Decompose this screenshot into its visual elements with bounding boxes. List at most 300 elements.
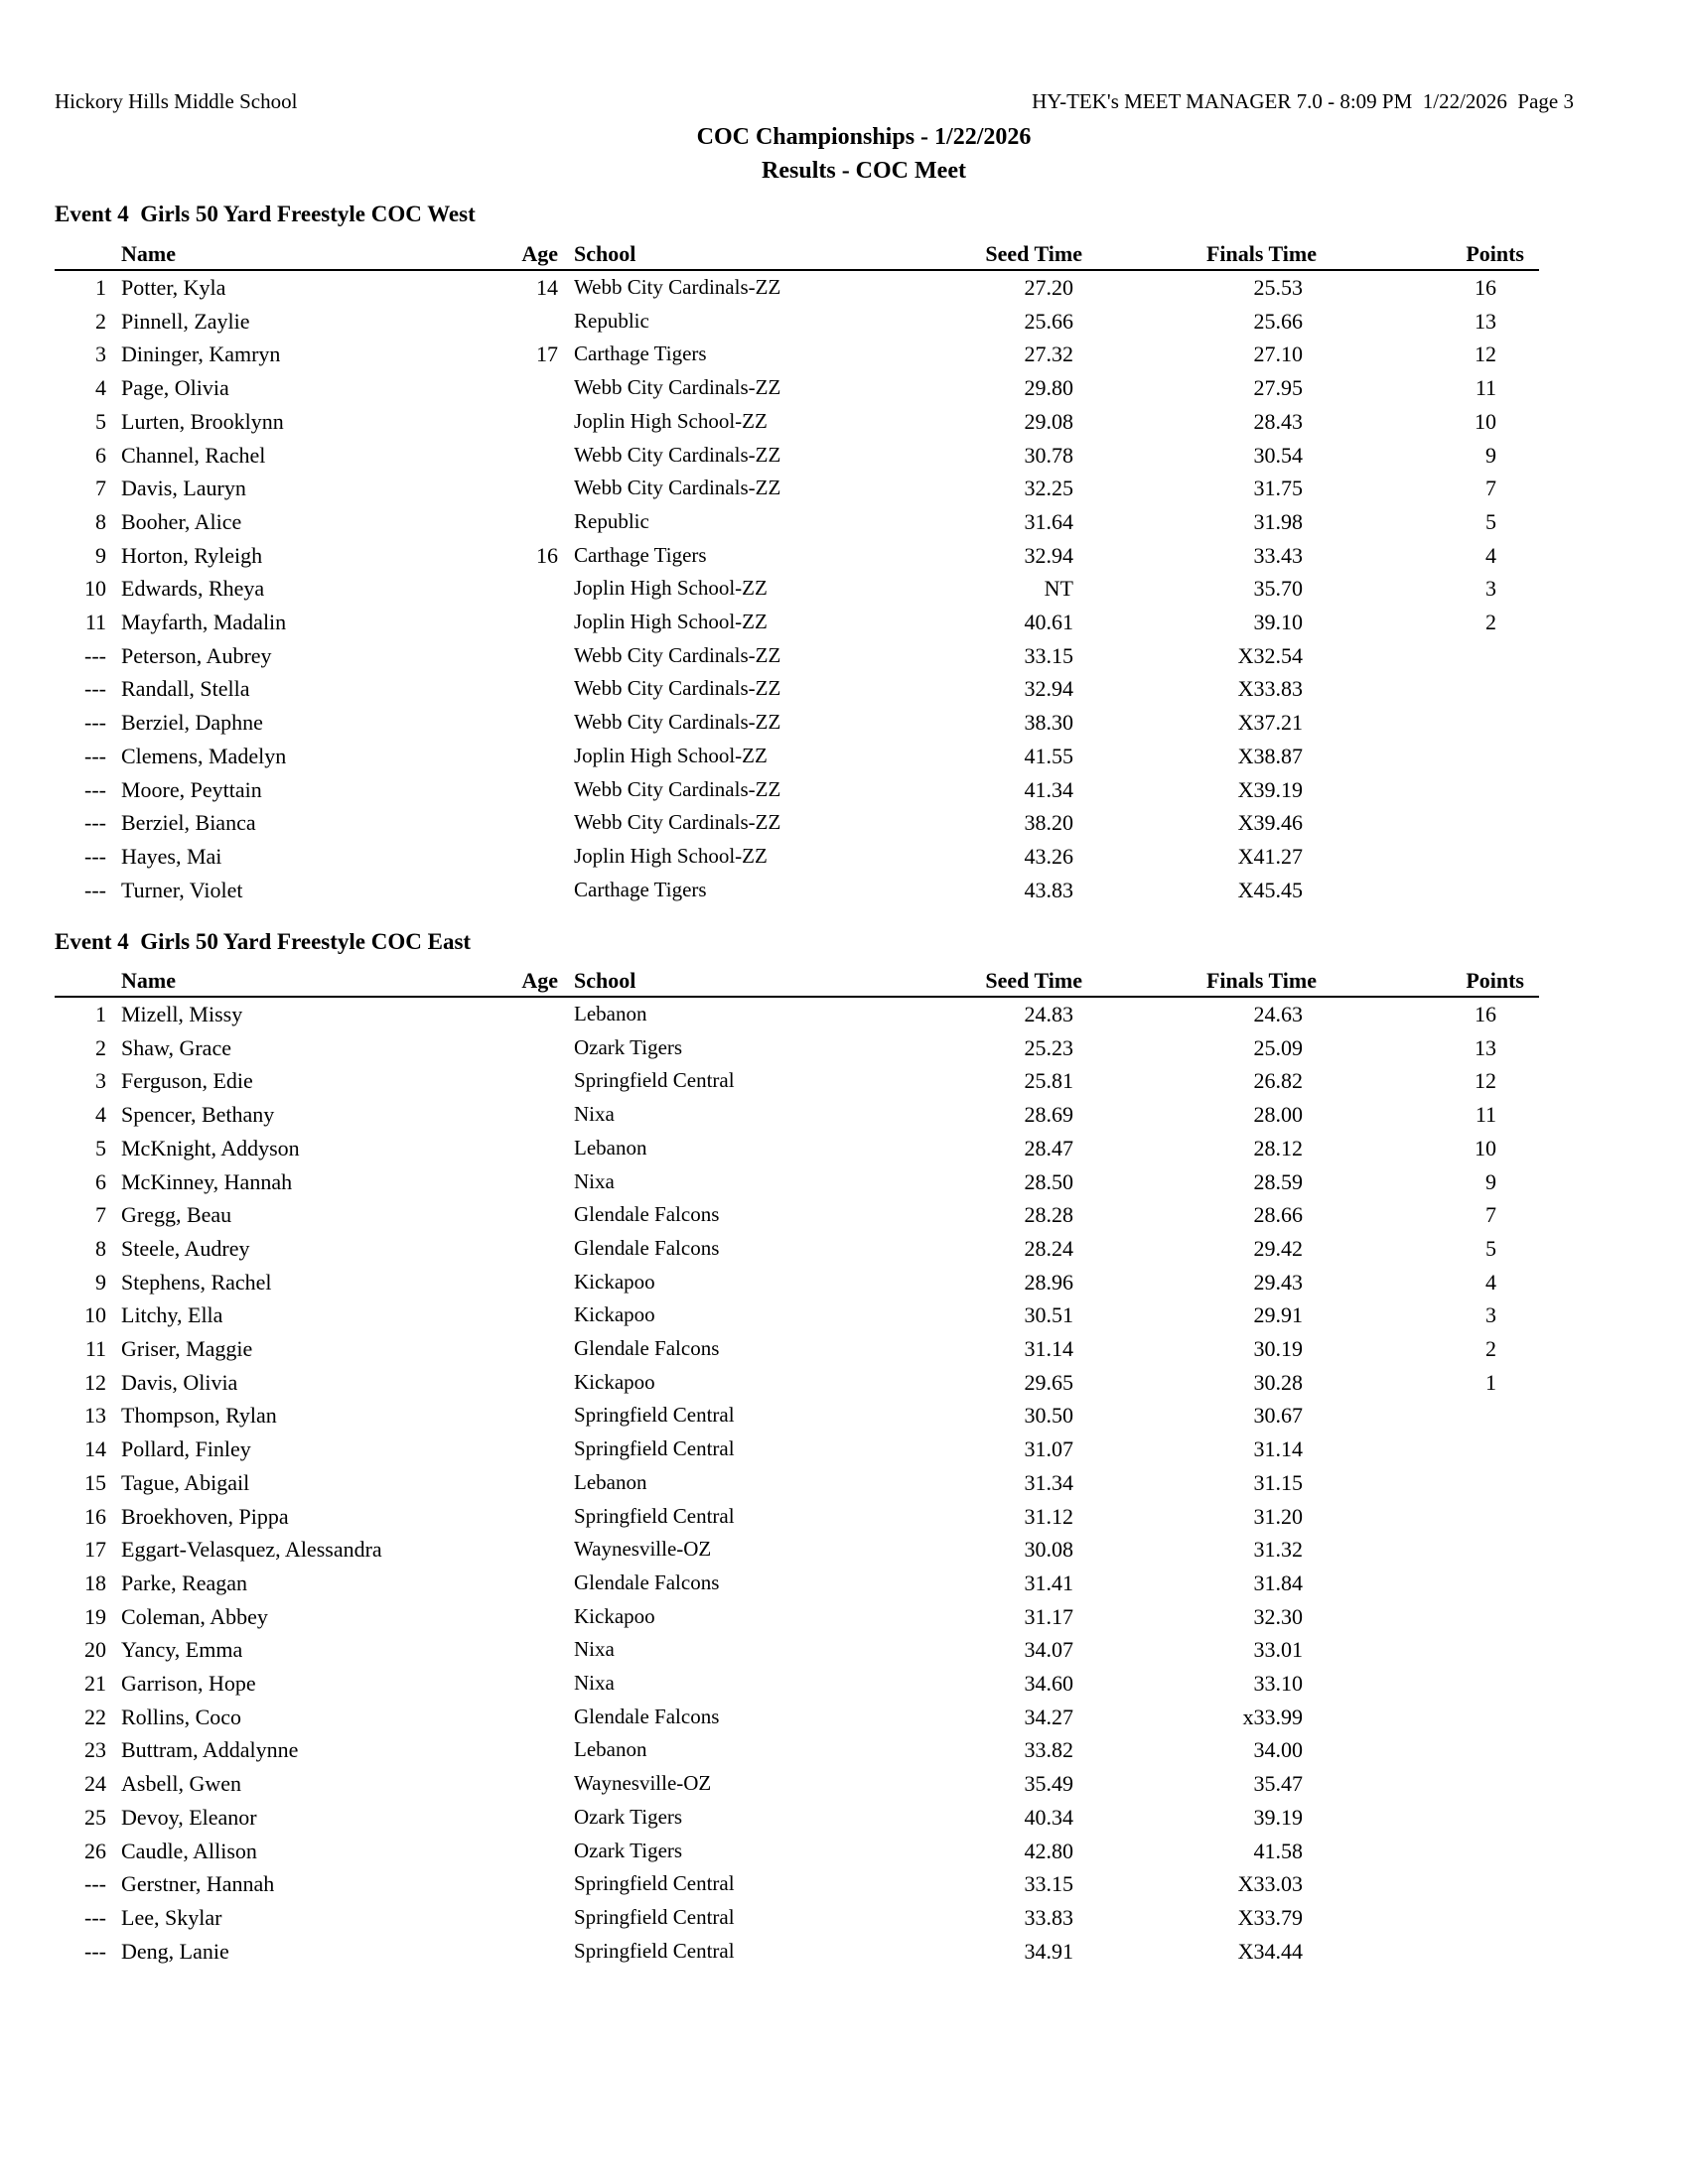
finals-time-cell: 27.10 (1253, 341, 1303, 367)
result-row (55, 405, 1539, 439)
place-cell: 10 (84, 576, 106, 602)
finals-time-cell: x33.99 (1242, 1704, 1303, 1729)
age-cell (508, 405, 558, 439)
points-cell: 3 (1485, 1302, 1496, 1328)
age-cell (508, 672, 558, 706)
result-row (55, 1165, 1539, 1199)
school-cell: Nixa (574, 1168, 615, 1193)
result-row (55, 1132, 1539, 1165)
school-cell: Joplin High School-ZZ (574, 843, 768, 868)
points-cell (1317, 1466, 1539, 1500)
meet-subtitle: Results - COC Meet (762, 158, 966, 184)
finals-time-cell: 41.58 (1253, 1838, 1303, 1863)
place-cell: 8 (95, 1235, 106, 1261)
place-cell: 11 (84, 610, 106, 635)
place-cell: 6 (95, 442, 106, 468)
swimmer-name: Dininger, Kamryn (121, 341, 281, 367)
school-cell: Webb City Cardinals-ZZ (574, 676, 781, 701)
swimmer-name: Lurten, Brooklynn (121, 408, 284, 434)
points-cell: 2 (1485, 610, 1496, 635)
result-row (55, 270, 1539, 305)
points-cell (1317, 1701, 1539, 1734)
result-row (55, 439, 1539, 473)
place-cell: --- (84, 877, 106, 902)
age-cell (508, 1801, 558, 1835)
result-row (55, 997, 1539, 1031)
swimmer-name: McKinney, Hannah (121, 1168, 293, 1194)
age-cell (508, 1901, 558, 1935)
seed-time-cell: 25.23 (1024, 1034, 1073, 1060)
points-cell (1317, 1533, 1539, 1567)
seed-time-cell: 33.15 (1024, 1871, 1073, 1897)
age-cell (508, 1835, 558, 1868)
school-cell: Webb City Cardinals-ZZ (574, 476, 781, 500)
place-cell: 20 (84, 1637, 106, 1663)
swimmer-name: Horton, Ryleigh (121, 542, 263, 568)
place-cell: 11 (84, 1336, 106, 1362)
seed-time-cell: 30.50 (1024, 1403, 1073, 1429)
finals-time-cell: 28.66 (1253, 1202, 1303, 1228)
points-cell (1317, 806, 1539, 840)
swimmer-name: Rollins, Coco (121, 1704, 242, 1729)
school-cell: Lebanon (574, 1737, 647, 1762)
place-cell: 1 (95, 1002, 106, 1026)
swimmer-name: Griser, Maggie (121, 1336, 253, 1362)
place-cell: --- (84, 1938, 106, 1964)
age-cell (508, 1098, 558, 1132)
swimmer-name: Asbell, Gwen (121, 1771, 241, 1797)
result-row (55, 1935, 1539, 1969)
place-cell: --- (84, 710, 106, 736)
place-cell: 17 (84, 1537, 106, 1563)
points-cell (1317, 1399, 1539, 1433)
swimmer-name: Parke, Reagan (121, 1570, 248, 1595)
age-cell: 17 (536, 341, 558, 367)
school-cell: Webb City Cardinals-ZZ (574, 776, 781, 801)
swimmer-name: Coleman, Abbey (121, 1603, 268, 1629)
seed-time-cell: 31.17 (1024, 1603, 1073, 1629)
finals-time-cell: 33.10 (1253, 1671, 1303, 1697)
swimmer-name: Thompson, Rylan (121, 1403, 277, 1429)
swimmer-name: Pinnell, Zaylie (121, 308, 250, 334)
seed-time-cell: 33.83 (1024, 1904, 1073, 1930)
age-cell (508, 1433, 558, 1466)
result-row (55, 1198, 1539, 1232)
points-cell: 16 (1475, 1002, 1496, 1026)
seed-time-cell: 28.69 (1024, 1102, 1073, 1128)
finals-time-cell: 28.12 (1253, 1135, 1303, 1160)
school-cell: Nixa (574, 1637, 615, 1662)
age-cell (508, 1298, 558, 1332)
place-cell: 25 (84, 1804, 106, 1830)
result-row (55, 1533, 1539, 1567)
results-table-east (55, 965, 1539, 1968)
place-cell: 4 (95, 1102, 106, 1128)
school-cell: Glendale Falcons (574, 1202, 720, 1227)
age-cell (508, 1266, 558, 1299)
swimmer-name: Shaw, Grace (121, 1034, 231, 1060)
points-cell: 7 (1485, 476, 1496, 501)
seed-time-cell: 43.26 (1024, 843, 1073, 869)
school-column-header: School (558, 238, 928, 270)
swimmer-name: Peterson, Aubrey (121, 642, 272, 668)
finals-time-cell: X33.79 (1237, 1904, 1303, 1930)
swimmer-name: Lee, Skylar (121, 1904, 222, 1930)
finals-time-cell: 29.91 (1253, 1302, 1303, 1328)
seed-time-cell: 25.81 (1024, 1068, 1073, 1094)
result-row (55, 1266, 1539, 1299)
points-cell (1317, 1867, 1539, 1901)
age-cell (508, 740, 558, 773)
school-cell: Springfield Central (574, 1503, 735, 1528)
result-row (55, 1433, 1539, 1466)
finals-time-cell: 32.30 (1253, 1603, 1303, 1629)
points-cell: 16 (1475, 275, 1496, 300)
finals-time-cell: 39.10 (1253, 610, 1303, 635)
points-cell (1317, 1667, 1539, 1701)
seed-time-cell: 27.32 (1024, 341, 1073, 367)
school-cell: Webb City Cardinals-ZZ (574, 710, 781, 735)
swimmer-name: Buttram, Addalynne (121, 1737, 299, 1763)
seed-time-cell: 33.82 (1024, 1737, 1073, 1763)
result-row (55, 305, 1539, 339)
swimmer-name: Eggart-Velasquez, Alessandra (121, 1537, 382, 1563)
swimmer-name: Davis, Olivia (121, 1369, 238, 1395)
result-row (55, 1667, 1539, 1701)
school-cell: Joplin High School-ZZ (574, 610, 768, 634)
points-column-header: Points (1317, 965, 1539, 997)
points-cell (1317, 1500, 1539, 1534)
place-cell: 6 (95, 1168, 106, 1194)
result-row (55, 1567, 1539, 1600)
finals-time-cell: 28.43 (1253, 408, 1303, 434)
swimmer-name: Randall, Stella (121, 676, 250, 702)
points-cell (1317, 706, 1539, 740)
finals-time-cell: 30.54 (1253, 442, 1303, 468)
age-cell (508, 1232, 558, 1266)
seed-time-cell: 38.30 (1024, 710, 1073, 736)
place-cell: 23 (84, 1737, 106, 1763)
finals-time-cell: 29.42 (1253, 1235, 1303, 1261)
result-row (55, 1733, 1539, 1767)
results-table-west (55, 238, 1539, 906)
age-cell (508, 1031, 558, 1065)
place-cell: --- (84, 676, 106, 702)
points-cell (1317, 672, 1539, 706)
swimmer-name: McKnight, Addyson (121, 1135, 300, 1160)
swimmer-name: Tague, Abigail (121, 1469, 250, 1495)
points-cell (1317, 639, 1539, 673)
place-cell: --- (84, 843, 106, 869)
seed-time-cell: NT (1044, 576, 1073, 602)
age-cell (508, 1767, 558, 1801)
place-cell: 8 (95, 508, 106, 534)
points-cell (1317, 1433, 1539, 1466)
age-cell: 16 (536, 542, 558, 568)
seed-time-column-header: Seed Time (928, 965, 1082, 997)
finals-time-cell: 28.59 (1253, 1168, 1303, 1194)
age-cell (508, 1064, 558, 1098)
column-header-row (55, 238, 1539, 270)
age-cell (508, 472, 558, 505)
finals-time-column-header: Finals Time (1082, 238, 1317, 270)
age-cell (508, 572, 558, 606)
page-header (55, 87, 1574, 115)
finals-time-cell: 25.66 (1253, 308, 1303, 334)
age-cell (508, 1600, 558, 1634)
result-row (55, 606, 1539, 639)
name-column-header: Name (106, 238, 508, 270)
seed-time-cell: 34.27 (1024, 1704, 1073, 1729)
result-row (55, 338, 1539, 371)
swimmer-name: Stephens, Rachel (121, 1269, 272, 1295)
place-cell: 24 (84, 1771, 106, 1797)
seed-time-cell: 28.50 (1024, 1168, 1073, 1194)
points-cell: 12 (1475, 1068, 1496, 1094)
seed-time-cell: 27.20 (1024, 275, 1073, 300)
result-row (55, 1867, 1539, 1901)
school-cell: Republic (574, 508, 649, 533)
seed-time-cell: 30.78 (1024, 442, 1073, 468)
result-row (55, 1098, 1539, 1132)
finals-time-cell: 35.70 (1253, 576, 1303, 602)
school-cell: Kickapoo (574, 1302, 655, 1327)
school-column-header: School (558, 965, 928, 997)
column-header-row (55, 965, 1539, 997)
points-cell (1317, 773, 1539, 807)
seed-time-cell: 34.91 (1024, 1938, 1073, 1964)
school-cell: Glendale Falcons (574, 1336, 720, 1361)
school-cell: Republic (574, 308, 649, 333)
school-cell: Springfield Central (574, 1068, 735, 1093)
seed-time-cell: 34.60 (1024, 1671, 1073, 1697)
result-row (55, 1031, 1539, 1065)
header-right-text: HY-TEK's MEET MANAGER 7.0 - 8:09 PM 1/22/2026 Page 3 (1032, 89, 1574, 113)
age-cell (508, 1633, 558, 1667)
swimmer-name: Yancy, Emma (121, 1637, 243, 1663)
seed-time-cell: 31.07 (1024, 1436, 1073, 1462)
result-row (55, 1064, 1539, 1098)
result-row (55, 1232, 1539, 1266)
result-row (55, 472, 1539, 505)
result-row (55, 806, 1539, 840)
result-row (55, 505, 1539, 539)
points-cell (1317, 1767, 1539, 1801)
result-row (55, 1701, 1539, 1734)
seed-time-cell: 38.20 (1024, 810, 1073, 836)
seed-time-cell: 24.83 (1024, 1002, 1073, 1026)
result-row (55, 1767, 1539, 1801)
seed-time-cell: 40.34 (1024, 1804, 1073, 1830)
points-cell (1317, 874, 1539, 907)
seed-time-cell: 41.34 (1024, 776, 1073, 802)
finals-time-cell: 31.84 (1253, 1570, 1303, 1595)
finals-time-cell: X33.83 (1237, 676, 1303, 702)
finals-time-cell: 31.75 (1253, 476, 1303, 501)
finals-time-cell: 33.43 (1253, 542, 1303, 568)
seed-time-cell: 31.12 (1024, 1503, 1073, 1529)
finals-time-cell: X37.21 (1237, 710, 1303, 736)
place-cell: 14 (84, 1436, 106, 1462)
school-cell: Lebanon (574, 1469, 647, 1494)
points-cell: 13 (1475, 308, 1496, 334)
points-cell (1317, 1600, 1539, 1634)
age-cell (508, 1667, 558, 1701)
school-cell: Springfield Central (574, 1904, 735, 1929)
school-cell: Lebanon (574, 1002, 647, 1025)
age-cell (508, 1332, 558, 1366)
school-cell: Joplin High School-ZZ (574, 743, 768, 767)
result-row (55, 672, 1539, 706)
result-row (55, 539, 1539, 573)
points-cell: 12 (1475, 341, 1496, 367)
result-row (55, 1835, 1539, 1868)
school-cell: Kickapoo (574, 1269, 655, 1294)
swimmer-name: Gregg, Beau (121, 1202, 232, 1228)
finals-time-cell: 24.63 (1253, 1002, 1303, 1026)
event-title-east: Event 4 Girls 50 Yard Freestyle COC East (55, 929, 472, 954)
finals-time-cell: X45.45 (1237, 877, 1303, 902)
age-cell: 14 (536, 275, 558, 300)
points-cell: 10 (1475, 408, 1496, 434)
swimmer-name: Gerstner, Hannah (121, 1871, 275, 1897)
age-cell (508, 1733, 558, 1767)
seed-time-cell: 28.96 (1024, 1269, 1073, 1295)
seed-time-cell: 28.24 (1024, 1235, 1073, 1261)
swimmer-name: Steele, Audrey (121, 1235, 250, 1261)
swimmer-name: Pollard, Finley (121, 1436, 251, 1462)
age-cell (508, 606, 558, 639)
place-cell: 21 (84, 1671, 106, 1697)
age-cell (508, 840, 558, 874)
place-cell: 15 (84, 1469, 106, 1495)
points-cell (1317, 1835, 1539, 1868)
age-column-header: Age (508, 238, 558, 270)
age-cell (508, 1567, 558, 1600)
place-cell: 3 (95, 341, 106, 367)
points-cell (1317, 1935, 1539, 1969)
finals-time-cell: 31.32 (1253, 1537, 1303, 1563)
place-cell: 16 (84, 1503, 106, 1529)
event-title-west: Event 4 Girls 50 Yard Freestyle COC West (55, 202, 476, 226)
swimmer-name: Ferguson, Edie (121, 1068, 253, 1094)
place-cell: 9 (95, 542, 106, 568)
age-cell (508, 371, 558, 405)
points-cell (1317, 1801, 1539, 1835)
school-cell: Springfield Central (574, 1436, 735, 1461)
seed-time-cell: 43.83 (1024, 877, 1073, 902)
school-cell: Joplin High School-ZZ (574, 408, 768, 433)
place-cell: 12 (84, 1369, 106, 1395)
school-cell: Nixa (574, 1102, 615, 1127)
result-row (55, 1332, 1539, 1366)
school-cell: Webb City Cardinals-ZZ (574, 642, 781, 667)
points-cell: 11 (1475, 375, 1496, 401)
school-cell: Ozark Tigers (574, 1804, 683, 1829)
swimmer-name: Deng, Lanie (121, 1938, 229, 1964)
result-row (55, 874, 1539, 907)
seed-time-cell: 30.08 (1024, 1537, 1073, 1563)
points-cell (1317, 1733, 1539, 1767)
seed-time-cell: 29.65 (1024, 1369, 1073, 1395)
place-cell: 2 (95, 308, 106, 334)
seed-time-cell: 32.94 (1024, 676, 1073, 702)
age-cell (508, 997, 558, 1031)
age-cell (508, 1500, 558, 1534)
age-cell (508, 1399, 558, 1433)
age-cell (508, 639, 558, 673)
age-cell (508, 773, 558, 807)
place-cell: 1 (95, 275, 106, 300)
swimmer-name: Edwards, Rheya (121, 576, 265, 602)
school-cell: Glendale Falcons (574, 1570, 720, 1594)
seed-time-cell: 40.61 (1024, 610, 1073, 635)
points-cell: 7 (1485, 1202, 1496, 1228)
swimmer-name: Mizell, Missy (121, 1002, 243, 1026)
finals-time-cell: X32.54 (1237, 642, 1303, 668)
finals-time-cell: X33.03 (1237, 1871, 1303, 1897)
swimmer-name: Caudle, Allison (121, 1838, 257, 1863)
finals-time-cell: 34.00 (1253, 1737, 1303, 1763)
result-row (55, 1633, 1539, 1667)
age-cell (508, 1867, 558, 1901)
points-cell (1317, 1633, 1539, 1667)
seed-time-column-header: Seed Time (928, 238, 1082, 270)
points-cell: 11 (1475, 1102, 1496, 1128)
result-row (55, 740, 1539, 773)
finals-time-cell: 25.53 (1253, 275, 1303, 300)
finals-time-cell: 26.82 (1253, 1068, 1303, 1094)
seed-time-cell: 28.28 (1024, 1202, 1073, 1228)
place-cell: 5 (95, 408, 106, 434)
points-cell (1317, 1567, 1539, 1600)
finals-time-cell: 28.00 (1253, 1102, 1303, 1128)
place-cell: 13 (84, 1403, 106, 1429)
age-cell (508, 706, 558, 740)
age-cell (508, 505, 558, 539)
age-cell (508, 1533, 558, 1567)
school-cell: Webb City Cardinals-ZZ (574, 810, 781, 835)
swimmer-name: Channel, Rachel (121, 442, 266, 468)
place-cell: --- (84, 776, 106, 802)
seed-time-cell: 33.15 (1024, 642, 1073, 668)
place-column-header (55, 238, 106, 270)
finals-time-cell: 29.43 (1253, 1269, 1303, 1295)
seed-time-cell: 31.14 (1024, 1336, 1073, 1362)
seed-time-cell: 31.64 (1024, 508, 1073, 534)
place-cell: --- (84, 743, 106, 768)
swimmer-name: Berziel, Bianca (121, 810, 256, 836)
points-cell (1317, 1901, 1539, 1935)
age-cell (508, 439, 558, 473)
place-cell: --- (84, 1904, 106, 1930)
result-row (55, 1298, 1539, 1332)
age-cell (508, 1366, 558, 1400)
school-cell: Carthage Tigers (574, 341, 707, 366)
seed-time-cell: 32.25 (1024, 476, 1073, 501)
swimmer-name: Litchy, Ella (121, 1302, 223, 1328)
result-row (55, 773, 1539, 807)
school-cell: Ozark Tigers (574, 1034, 683, 1059)
school-cell: Carthage Tigers (574, 542, 707, 567)
finals-time-cell: 31.20 (1253, 1503, 1303, 1529)
finals-time-column-header: Finals Time (1082, 965, 1317, 997)
swimmer-name: Page, Olivia (121, 375, 229, 401)
points-cell: 2 (1485, 1336, 1496, 1362)
finals-time-cell: 31.15 (1253, 1469, 1303, 1495)
school-cell: Lebanon (574, 1135, 647, 1160)
swimmer-name: Berziel, Daphne (121, 710, 263, 736)
